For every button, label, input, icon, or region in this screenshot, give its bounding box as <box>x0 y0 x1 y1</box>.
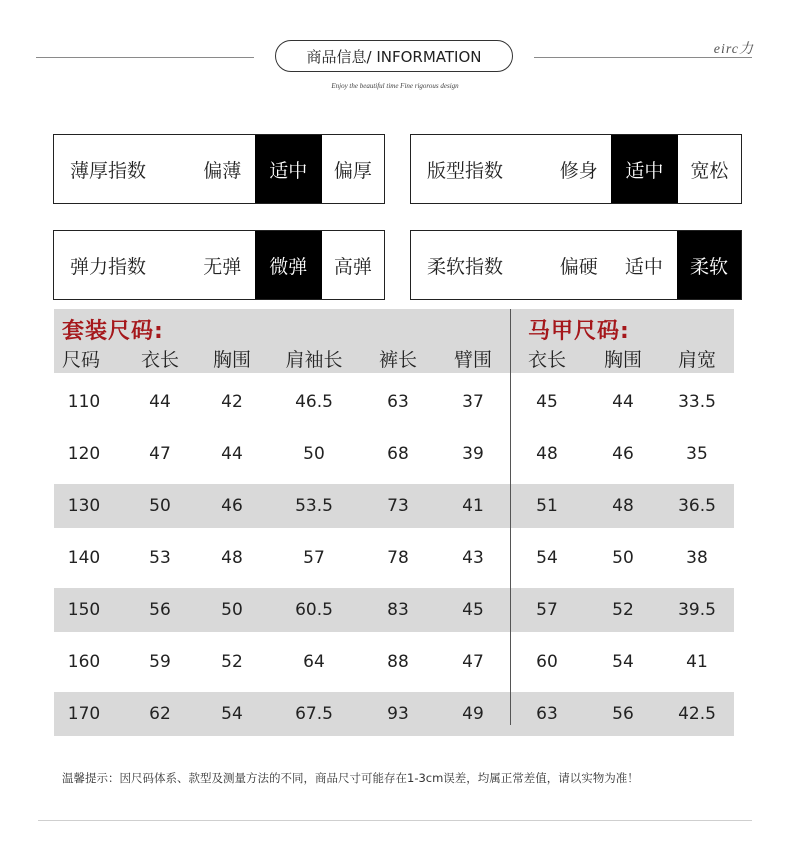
table-cell: 47 <box>462 652 484 672</box>
column-header: 肩袖长 <box>285 349 343 371</box>
table-cell: 33.5 <box>678 392 716 412</box>
table-cell: 46 <box>612 444 634 464</box>
table-cell: 44 <box>149 392 171 412</box>
table-cell: 46 <box>221 496 243 516</box>
row-size-label: 130 <box>67 496 101 516</box>
table-cell: 83 <box>387 600 409 620</box>
table-cell: 78 <box>387 548 409 568</box>
index-title: 弹力指数 <box>70 255 147 278</box>
row-size-label: 160 <box>67 652 101 672</box>
table-cell: 48 <box>221 548 243 568</box>
index-option: 偏厚 <box>333 159 372 182</box>
column-header: 胸围 <box>212 349 252 371</box>
brand-logo: eirc力 <box>713 42 754 57</box>
table-cell: 63 <box>387 392 409 412</box>
table-cell: 49 <box>462 704 484 724</box>
column-header: 衣长 <box>140 349 180 371</box>
column-header: 肩宽 <box>677 349 717 371</box>
table-cell: 56 <box>612 704 634 724</box>
index-option: 高弹 <box>333 255 372 278</box>
index-option: 偏硬 <box>559 255 598 278</box>
index-box <box>410 134 742 204</box>
table-cell: 88 <box>387 652 409 672</box>
table-cell: 50 <box>612 548 634 568</box>
index-option: 无弹 <box>203 255 242 278</box>
index-box <box>53 230 385 300</box>
section-title <box>275 40 513 72</box>
row-size-label: 110 <box>67 392 101 412</box>
table-cell: 48 <box>536 444 558 464</box>
table-cell: 51 <box>536 496 558 516</box>
table-cell: 62 <box>149 704 171 724</box>
table-cell: 41 <box>686 652 708 672</box>
table-cell: 46.5 <box>295 392 333 412</box>
index-option: 偏薄 <box>203 159 242 182</box>
table-cell: 47 <box>149 444 171 464</box>
table-cell: 36.5 <box>678 496 716 516</box>
table-cell: 57 <box>536 600 558 620</box>
table-cell: 45 <box>462 600 484 620</box>
section-subtitle: Enjoy the beautiful time Fine rigorous design <box>331 82 459 90</box>
table-cell: 50 <box>221 600 243 620</box>
section-title-text: 商品信息/ INFORMATION <box>306 47 482 66</box>
table-cell: 48 <box>612 496 634 516</box>
table-cell: 54 <box>536 548 558 568</box>
index-option-selected: 适中 <box>611 135 678 203</box>
table-cell: 42.5 <box>678 704 716 724</box>
bottom-divider <box>38 820 752 821</box>
table-cell: 44 <box>221 444 243 464</box>
header-rule-left <box>36 57 254 58</box>
table-cell: 57 <box>303 548 325 568</box>
index-box <box>410 230 742 300</box>
table-cell: 45 <box>536 392 558 412</box>
row-size-label: 170 <box>67 704 101 724</box>
table-cell: 53.5 <box>295 496 333 516</box>
table-cell: 93 <box>387 704 409 724</box>
column-header: 裤长 <box>378 349 418 371</box>
index-option: 修身 <box>559 159 598 182</box>
vest-size-title: 马甲尺码: <box>528 319 630 344</box>
table-cell: 43 <box>462 548 484 568</box>
table-cell: 52 <box>221 652 243 672</box>
table-cell: 54 <box>612 652 634 672</box>
index-option-selected: 柔软 <box>677 231 741 299</box>
column-header: 胸围 <box>603 349 643 371</box>
table-cell: 53 <box>149 548 171 568</box>
table-cell: 42 <box>221 392 243 412</box>
table-vertical-divider <box>510 309 511 725</box>
table-cell: 52 <box>612 600 634 620</box>
table-cell: 60 <box>536 652 558 672</box>
table-cell: 63 <box>536 704 558 724</box>
index-option: 宽松 <box>690 159 729 182</box>
table-cell: 54 <box>221 704 243 724</box>
table-cell: 67.5 <box>295 704 333 724</box>
column-header: 尺码 <box>62 349 101 371</box>
table-cell: 50 <box>149 496 171 516</box>
size-note: 温馨提示：因尺码体系、款型及测量方法的不同，商品尺寸可能存在1-3cm误差，均属正常差值，请以实物为准！ <box>62 771 639 785</box>
table-cell: 37 <box>462 392 484 412</box>
table-cell: 44 <box>612 392 634 412</box>
index-option-selected: 微弹 <box>255 231 322 299</box>
table-cell: 41 <box>462 496 484 516</box>
table-cell: 64 <box>303 652 325 672</box>
index-title: 柔软指数 <box>427 255 504 278</box>
table-cell: 60.5 <box>295 600 333 620</box>
index-option: 适中 <box>624 255 663 278</box>
table-cell: 39.5 <box>678 600 716 620</box>
index-box <box>53 134 385 204</box>
table-cell: 35 <box>686 444 708 464</box>
index-title: 薄厚指数 <box>70 159 147 182</box>
table-cell: 50 <box>303 444 325 464</box>
suit-size-title: 套装尺码: <box>62 319 164 344</box>
index-option-selected: 适中 <box>255 135 322 203</box>
row-size-label: 140 <box>67 548 101 568</box>
row-size-label: 120 <box>67 444 101 464</box>
table-cell: 59 <box>149 652 171 672</box>
table-cell: 56 <box>149 600 171 620</box>
row-size-label: 150 <box>67 600 101 620</box>
table-cell: 68 <box>387 444 409 464</box>
table-cell: 39 <box>462 444 484 464</box>
column-header: 臂围 <box>453 349 493 371</box>
index-title: 版型指数 <box>427 159 504 182</box>
column-header: 衣长 <box>527 349 567 371</box>
table-cell: 38 <box>686 548 708 568</box>
table-cell: 73 <box>387 496 409 516</box>
